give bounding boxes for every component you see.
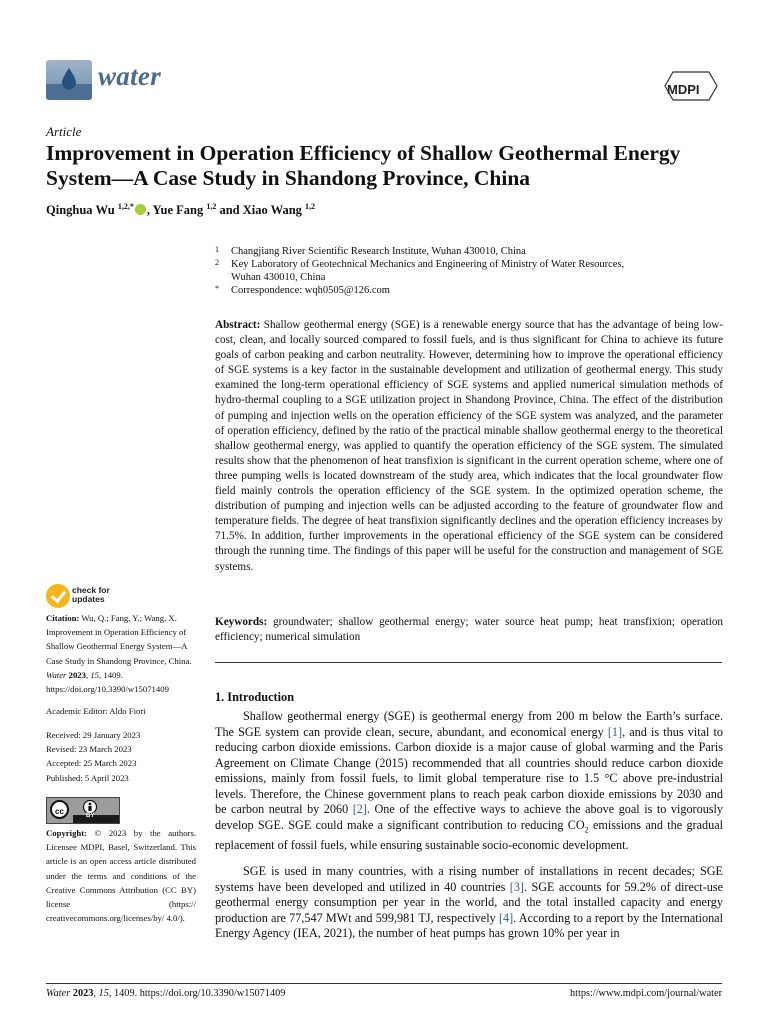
intro-paragraph [215, 709, 723, 853]
revised-date: Revised: 23 March 2023 [46, 744, 132, 755]
journal-logo [46, 60, 92, 100]
citation-doi[interactable]: , 1409. https://doi.org/10.3390/w15071409 [46, 669, 169, 695]
water-drop-icon [60, 67, 78, 91]
keywords-label: Keywords: [215, 616, 268, 628]
person-icon [79, 800, 101, 814]
footer-divider [46, 983, 722, 984]
check-updates-label: check for updates [72, 585, 110, 604]
citation-journal: Water [46, 669, 67, 680]
author-name[interactable]: Yue Fang [152, 203, 204, 218]
affiliation [215, 271, 624, 284]
affiliation-text: Key Laboratory of Geotechnical Mechanics and Engineering of Ministry of Water Resources, [231, 259, 625, 270]
citation-block: Citation: Wu, Q.; Fang, Y.; Wang, X. Improvement in Operation Efficiency of Shallow Geothermal Energy System—A Case Study in Shandong Province, China. Water 2023, 15, 1409. https://doi.org/10.3390/w15071409 [46, 613, 192, 695]
paragraph-text: . One of the effective ways to achieve the above goal is to vigorously develop SGE. SGE could make a significant contribution to reducing CO [215, 802, 724, 832]
affiliation-num: 2 [215, 258, 219, 267]
reference-link[interactable]: [4] [498, 910, 514, 925]
paragraph-text: . According to a report by the International Energy Agency (IEA, 2021), the number of heat pumps has grown 10% per year in [215, 910, 723, 941]
section-divider [215, 662, 722, 663]
author-affil-sup: 1,2,* [117, 202, 134, 211]
affiliation [215, 258, 624, 271]
affiliations [215, 245, 624, 297]
article-type: Article [46, 124, 82, 139]
citation-label: Citation: [46, 613, 80, 623]
citation-volume: 15 [90, 669, 100, 680]
author-name[interactable]: Xiao Wang [242, 203, 302, 218]
footer-doi[interactable]: , 1409. https://doi.org/10.3390/w15071409 [108, 988, 286, 999]
checkmark-icon [46, 584, 70, 608]
paragraph-text: SGE is used in many countries, with a rising number of installations in recent decades; SGE systems have been developed and utilized in 40 countries [215, 864, 723, 894]
footer-volume: 15 [98, 988, 109, 999]
accepted-date: Accepted: 25 March 2023 [46, 758, 137, 769]
reference-link[interactable]: [1] [607, 724, 623, 739]
abstract [215, 318, 723, 575]
author-affil-sup: 1,2 [206, 202, 217, 211]
paragraph-text: emissions and the gradual replacement of fossil fuels, while ensuring sustainable socio-economic development. [215, 817, 723, 852]
publication-dates [46, 728, 196, 785]
cc-icon: cc [50, 800, 69, 819]
affiliation-text: Changjiang River Scientific Research Institute, Wuhan 430010, China [231, 246, 526, 257]
reference-link[interactable]: [2] [352, 802, 367, 817]
affiliation [215, 245, 624, 258]
subscript: 2 [584, 825, 589, 835]
affiliation-num: * [215, 284, 219, 293]
footer-journal: Water [46, 988, 71, 999]
orcid-icon[interactable] [135, 204, 146, 215]
author-name[interactable]: Qinghua Wu [46, 203, 115, 218]
citation-text: Wu, Q.; Fang, Y.; Wang, X. Improvement in Operation Efficiency of Shallow Geothermal Energy System—A Case Study in Shandong Province, China. [46, 613, 192, 666]
copyright-notice [46, 826, 196, 925]
paragraph-text: . SGE accounts for 59.2% of direct-use geothermal energy consumption per year in the world, and the total installed capacity and energy production are 77,547 MWt and 599,981 TJ, respectively [215, 879, 723, 925]
footer-citation: Water 2023, 15, 1409. https://doi.org/10.3390/w15071409 [46, 988, 286, 999]
footer-year: 2023 [72, 988, 94, 999]
copyright-label: Copyright: [46, 828, 88, 838]
publisher-logo [663, 68, 719, 104]
author-list: Qinghua Wu $^{1,2,*}$ , Yue Fang $^{1,2}$ and Xiao Wang $^{1,2}$ [46, 202, 316, 218]
section-heading: 1. Introduction [215, 690, 295, 704]
abstract-text: Shallow geothermal energy (SGE) is a renewable energy source that has the advantage of being low-cost, clean, and locally sourced compared to fossil fuels, and is thus significant for China to achieve its future goals of carbon peaking and carbon neutrality. However, determining how to improve the operational efficiency of SGE systems is a key factor in the sustainable development and utilization of geothermal energy. This study examined the long-term operational efficiency of SGE systems and applied numerical simulation methods of hydro-thermal coupling to a SGE utilization project in Shandong Province, China. The effect of the distribution of pumping and injection wells on the operation efficiency of the SGE system was analyzed, and the parameter of operation efficiency, defined by the ratio of the practical minable shallow geothermal energy to the theoretical shallow geothermal energy, was applied to quantify the operation efficiency of the SGE system. The simulated results show that the phenomenon of heat transfixion is significant in the current operation scheme, where one of three pumping wells is located downstream of the study area, which indicates that the local groundwater flow field mainly controls the operation efficiency of the SGE system. In the optimized operation scheme, the distribution of pumping and injection wells can be adjusted according to the feature of groundwater flow and temperature fields. The degree of heat transfixion significantly declines and the operation efficiency increases by 71.5%. In addition, further improvements in the operational efficiency of the SGE system can be considered through the running time. The findings of this paper will be useful for the construction and management of SGE systems. [215, 319, 723, 573]
footer-journal-url[interactable]: https://www.mdpi.com/journal/water [569, 988, 722, 999]
affiliation-text: Wuhan 430010, China [231, 272, 326, 283]
paragraph-text: , and is thus vital to reducing carbon dioxide emissions. Carbon dioxide is a major cause of global warming and the Paris Agreement on Climate Change (2015) recommended that all countries should reduce carbon dioxide emissions, mainly from fossil fuels, to limit global temperature rise to 1.5 °C above pre-industrial levels. Therefore, the Chinese government plans to reach peak carbon dioxide emissions by 2030 and be carbon neutral by 2060 [215, 724, 724, 817]
paragraph-text: Shallow geothermal energy (SGE) is geothermal energy from 200 m below the Earth’s surface. The SGE system can provide clean, secure, abundant, and economical energy [215, 709, 723, 739]
received-date: Received: 29 January 2023 [46, 730, 141, 740]
by-label: BY [86, 813, 95, 819]
citation-year: 2023 [68, 669, 86, 680]
cc-by-license-badge[interactable] [46, 797, 120, 824]
reference-link[interactable]: [3] [509, 879, 524, 894]
intro-paragraph [215, 864, 723, 942]
affiliation-num [215, 271, 231, 284]
affiliation-num: 1 [215, 245, 219, 254]
publisher-name: MDPI [667, 82, 700, 97]
keywords-text: groundwater; shallow geothermal energy; water source heat pump; heat transfixion; operation efficiency; numerical simulation [215, 616, 724, 644]
copyright-text: © 2023 by the authors. Licensee MDPI, Basel, Switzerland. This article is an open access article distributed under the terms and conditions of the Creative Commons Attribution (CC BY) license (https:// creativecommons.org/licenses/by/ 4.0/). [46, 828, 196, 924]
article-title: Improvement in Operation Efficiency of Shallow Geothermal Energy System—A Case Study in Shandong Province, China [46, 141, 681, 190]
journal-name: water [98, 61, 162, 91]
abstract-label: Abstract: [215, 319, 261, 331]
badge-stripe [73, 815, 119, 823]
correspondence-text[interactable]: Correspondence: wqh0505@126.com [231, 285, 390, 296]
author-affil-sup: 1,2 [305, 202, 316, 211]
published-date: Published: 5 April 2023 [46, 772, 129, 783]
keywords [215, 615, 723, 645]
correspondence [215, 284, 624, 297]
academic-editor: Academic Editor: Aldo Fiori [46, 706, 146, 716]
